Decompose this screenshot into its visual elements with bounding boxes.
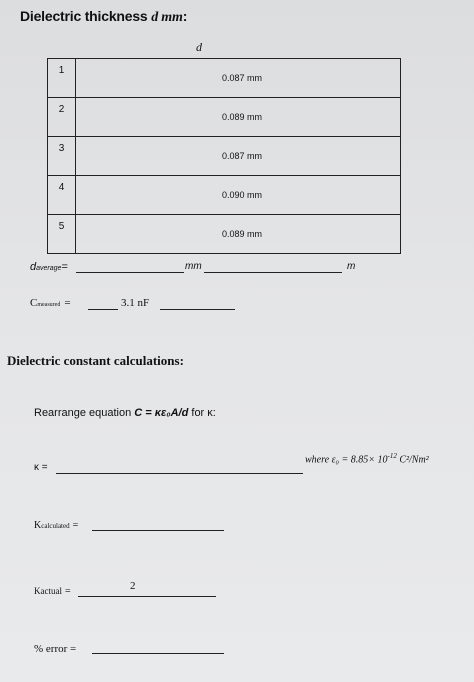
percent-error-blank[interactable] xyxy=(92,653,224,654)
thickness-value: 0.089 mm xyxy=(76,98,401,137)
title-variable: d mm xyxy=(151,10,183,25)
k-calculated-blank[interactable] xyxy=(92,530,224,531)
k-actual-blank[interactable] xyxy=(78,596,216,597)
d-average-m-blank[interactable] xyxy=(204,272,342,273)
k-sub: calculated xyxy=(41,522,70,530)
section-title-dielectric: Dielectric constant calculations: xyxy=(7,353,184,368)
title-text: Dielectric thickness xyxy=(20,8,152,24)
where-text: where ε₀ = 8.85× 10 xyxy=(305,454,388,466)
row-number: 1 xyxy=(48,59,76,98)
column-header-d: d xyxy=(196,40,202,54)
k-actual-label xyxy=(34,586,71,597)
row-number: 3 xyxy=(48,137,76,176)
instruction-text xyxy=(34,407,216,419)
c-subscript: measured xyxy=(37,302,61,308)
section-title-thickness xyxy=(20,8,187,26)
thickness-value: 0.087 mm xyxy=(76,137,401,176)
c-measured-blank-left[interactable] xyxy=(88,309,118,310)
d-average-blank[interactable] xyxy=(76,272,184,273)
table-row xyxy=(48,176,401,215)
thickness-table xyxy=(47,58,401,254)
table-row xyxy=(48,98,401,137)
d-symbol: d xyxy=(30,261,37,273)
c-symbol: C xyxy=(30,297,38,309)
unit-m: m xyxy=(347,261,356,272)
c-measured-value: 3.1 nF xyxy=(121,297,150,309)
thickness-value: 0.087 mm xyxy=(76,59,401,98)
table-row xyxy=(48,215,401,254)
d-average-label xyxy=(30,261,68,273)
thickness-value: 0.089 mm xyxy=(76,215,401,254)
percent-error-label: % error = xyxy=(34,643,77,655)
k-calculated-label xyxy=(34,520,78,531)
row-number: 2 xyxy=(48,98,76,137)
row-number: 5 xyxy=(48,215,76,254)
table-row xyxy=(48,137,401,176)
c-measured-blank-right[interactable] xyxy=(160,309,235,310)
row-number: 4 xyxy=(48,176,76,215)
thickness-value: 0.090 mm xyxy=(76,176,401,215)
k-equals: = xyxy=(72,520,79,531)
instruction-prefix: Rearrange equation xyxy=(34,407,135,419)
k-actual-value: 2 xyxy=(130,580,136,592)
instruction-suffix: for κ: xyxy=(188,407,216,419)
k-actual-equals: = xyxy=(64,586,71,597)
kappa-blank[interactable] xyxy=(56,473,303,474)
exponent: -12 xyxy=(387,452,397,460)
epsilon-note xyxy=(305,452,429,465)
title-colon: : xyxy=(182,8,188,24)
table-row xyxy=(48,59,401,98)
k-main: K xyxy=(34,520,42,531)
d-equals: = xyxy=(61,261,68,273)
units: C²/Nm² xyxy=(396,454,429,466)
c-measured-label xyxy=(30,297,71,309)
k-actual-main: Kactual xyxy=(34,586,62,596)
kappa-label: κ = xyxy=(34,462,48,473)
d-subscript: average xyxy=(36,265,62,272)
equation: C = κε₀A/d xyxy=(134,407,189,419)
unit-mm: mm xyxy=(185,261,202,272)
c-equals: = xyxy=(64,297,71,309)
